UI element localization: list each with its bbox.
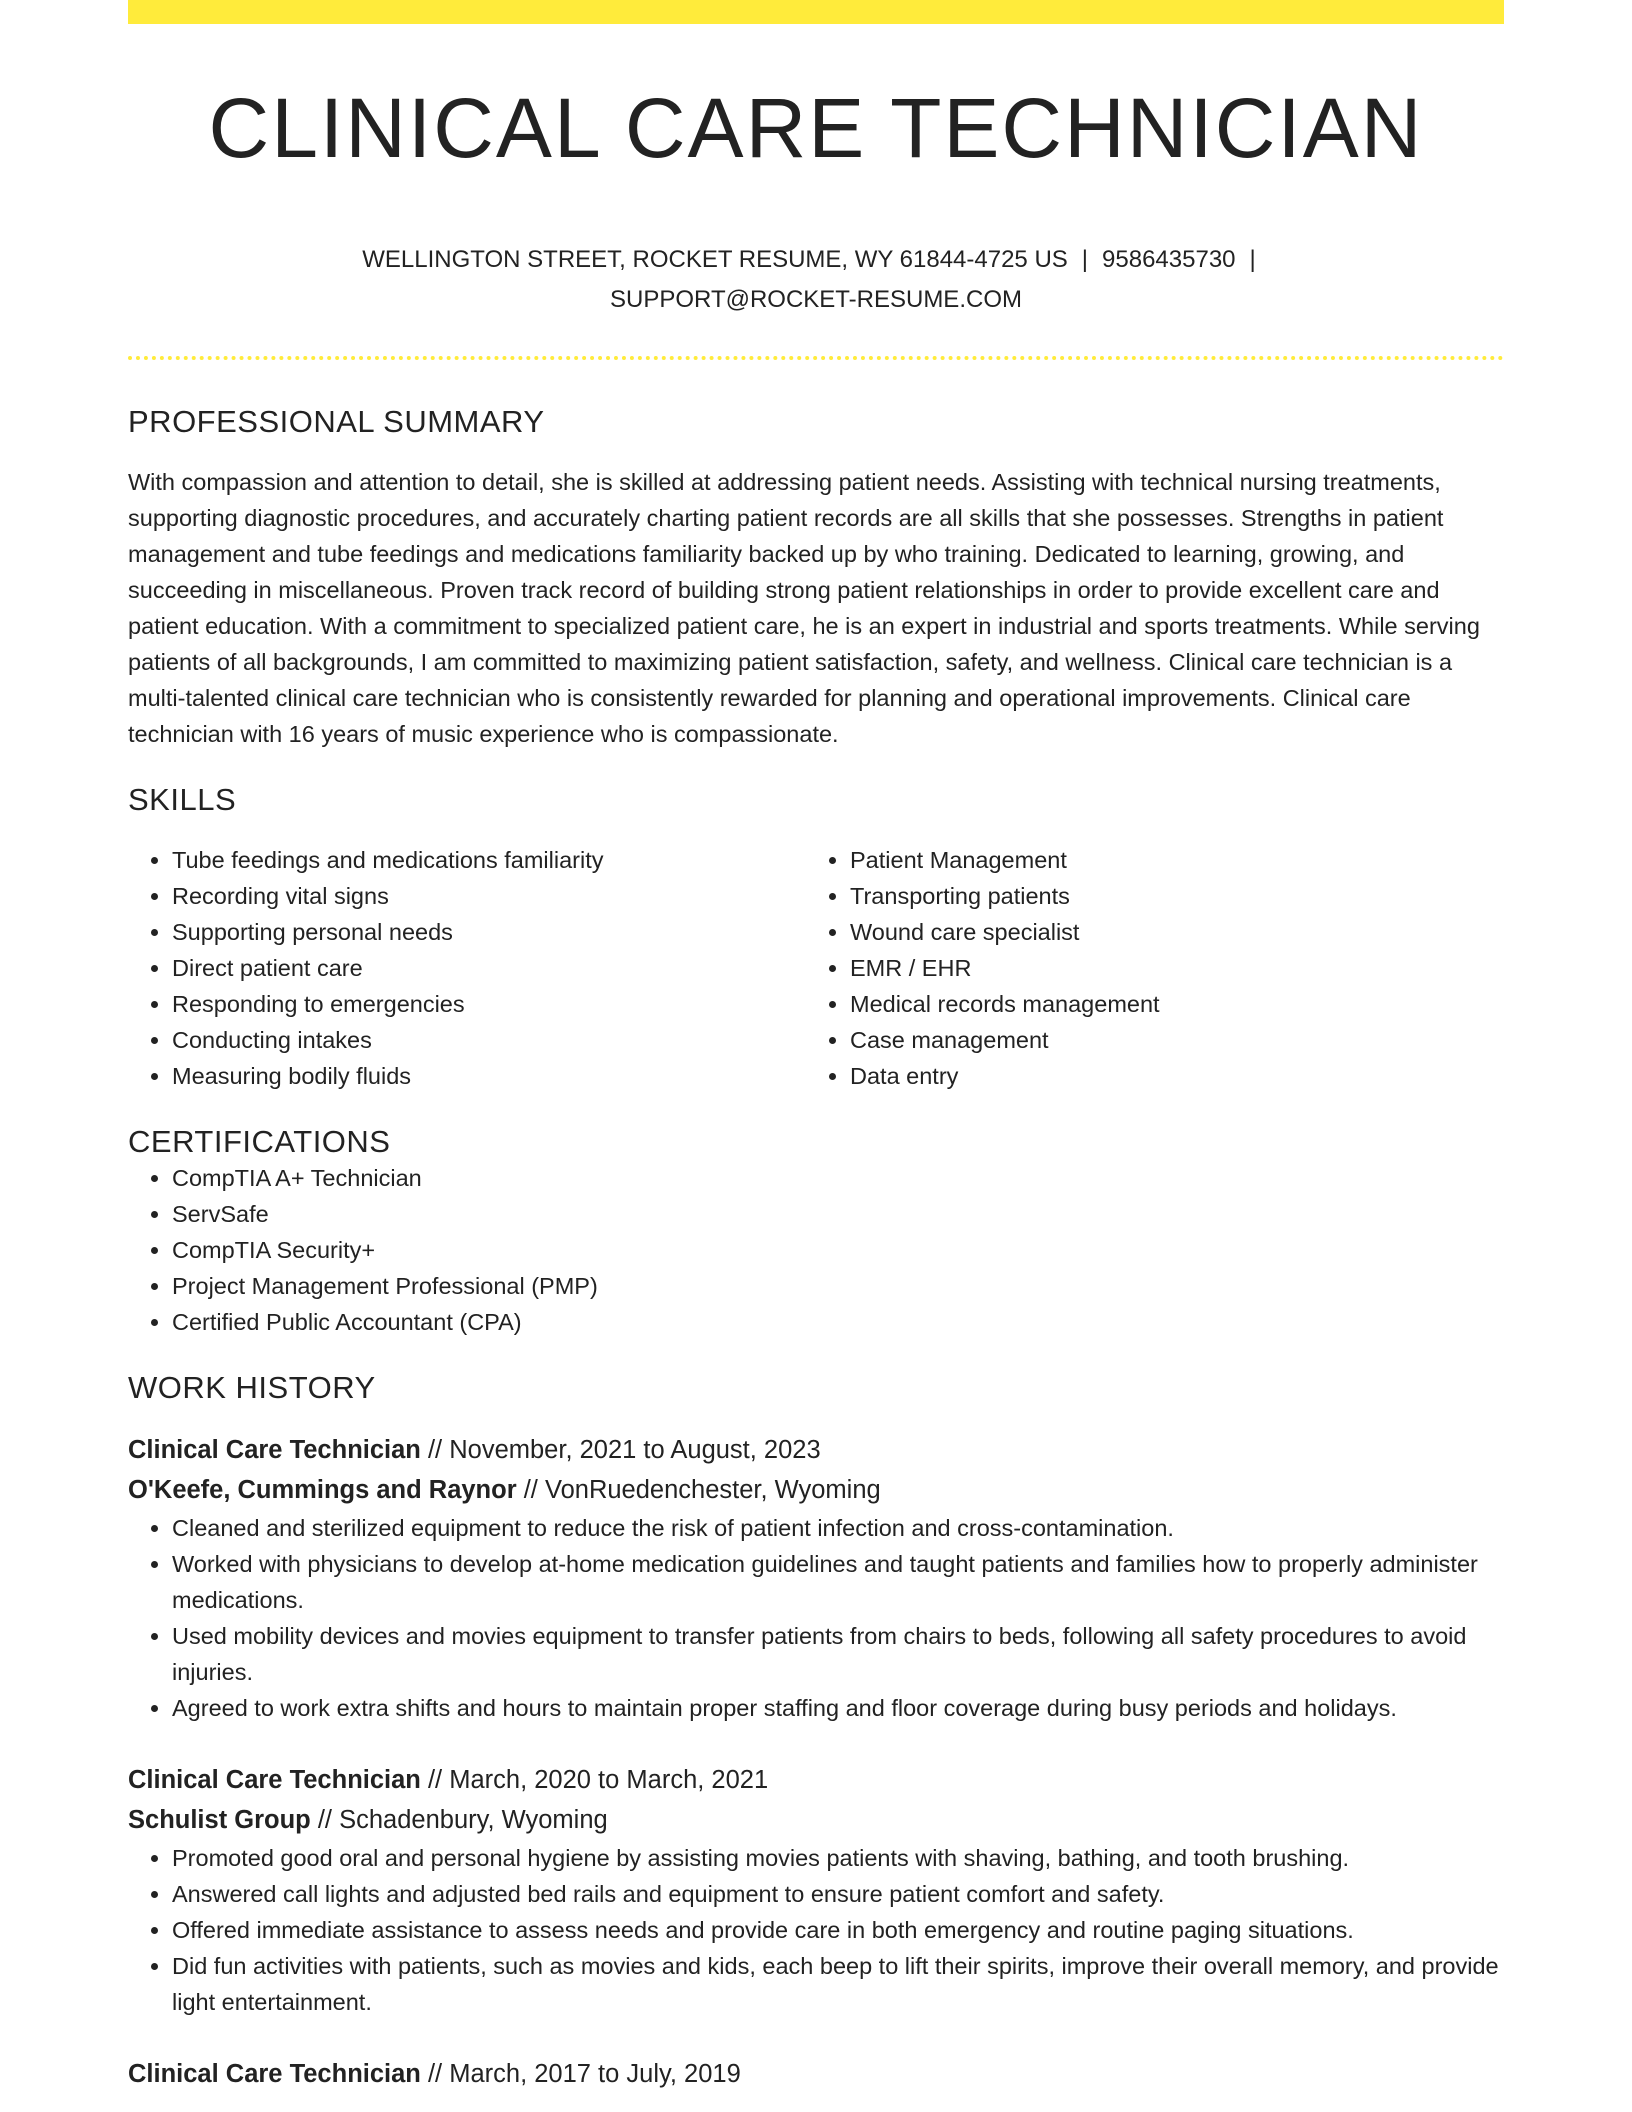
job-duties-list: [128, 1840, 1504, 2020]
skill-item: • EMR / EHR: [850, 950, 1484, 986]
job-role: Clinical Care Technician: [128, 2060, 421, 2089]
job-company-line: [128, 1800, 1504, 1840]
job-entry: [128, 1430, 1504, 1726]
job-duty-item: • Used mobility devices and movies equipment to transfer patients from chairs to beds, following all safety procedures to avoid injuries.: [172, 1618, 1504, 1690]
dotted-divider: [128, 356, 1504, 360]
job-role: Clinical Care Technician: [128, 1766, 421, 1795]
job-duty-item: • Did fun activities with patients, such as movies and kids, each beep to lift their spirits, improve their overall memory, and provide light entertainment.: [172, 1948, 1504, 2020]
skill-item: • Patient Management: [850, 842, 1484, 878]
contact-address: WELLINGTON STREET, ROCKET RESUME, WY 61844-4725 US: [362, 246, 1068, 274]
contact-separator: |: [1249, 246, 1256, 274]
job-duty-item: • Cleaned and sterilized equipment to reduce the risk of patient infection and cross-contamination.: [172, 1510, 1504, 1546]
contact-phone: 9586435730: [1102, 246, 1236, 274]
skill-item: • Case management: [850, 1022, 1484, 1058]
job-company: O'Keefe, Cummings and Raynor: [128, 1476, 517, 1505]
skill-item: • Recording vital signs: [172, 878, 806, 914]
job-entry: [128, 1760, 1504, 2020]
skills-heading: SKILLS: [128, 782, 237, 818]
job-duty-item: • Worked with physicians to develop at-home medication guidelines and taught patients and families how to properly administer medications.: [172, 1546, 1504, 1618]
skill-item: • Responding to emergencies: [172, 986, 806, 1022]
summary-heading: PROFESSIONAL SUMMARY: [128, 404, 545, 440]
certifications-list: [128, 1160, 1504, 1340]
job-title-line: [128, 2054, 1504, 2094]
skill-item: • Wound care specialist: [850, 914, 1484, 950]
job-title-line: [128, 1430, 1504, 1470]
skills-column-left: [128, 842, 806, 1094]
certification-item: • Certified Public Accountant (CPA): [172, 1304, 1504, 1340]
job-dates: // March, 2020 to March, 2021: [420, 1766, 769, 1795]
job-dates: // March, 2017 to July, 2019: [420, 2060, 741, 2089]
candidate-name: CLINICAL CARE TECHNICIAN: [208, 81, 1424, 175]
contact-email: SUPPORT@ROCKET-RESUME.COM: [610, 286, 1022, 314]
job-role: Clinical Care Technician: [128, 1436, 421, 1465]
job-dates: // November, 2021 to August, 2023: [420, 1436, 821, 1465]
work-history-heading: WORK HISTORY: [128, 1370, 376, 1406]
job-duty-item: • Offered immediate assistance to assess needs and provide care in both emergency and routine paging situations.: [172, 1912, 1504, 1948]
job-entry: [128, 2054, 1504, 2094]
job-location: // Schadenbury, Wyoming: [310, 1806, 608, 1835]
skill-item: • Transporting patients: [850, 878, 1484, 914]
skills-grid: [128, 842, 1504, 1094]
summary-text: With compassion and attention to detail, she is skilled at addressing patient needs. Assisting with technical nursing treatments, supporting diagnostic procedures, and accurately charting patient records are all skills that she possesses. Strengths in patient management and tube feedings and medications familiarity backed up by who training. Dedicated to learning, growing, and succeeding in miscellaneous. Proven track record of building strong patient relationships in order to provide excellent care and patient education. With a commitment to specialized patient care, he is an expert in industrial and sports treatments. While serving patients of all backgrounds, I am committed to maximizing patient satisfaction, safety, and wellness. Clinical care technician is a multi-talented clinical care technician who is consistently rewarded for planning and operational improvements. Clinical care technician with 16 years of music experience who is compassionate.: [128, 469, 1480, 748]
skill-item: • Medical records management: [850, 986, 1484, 1022]
job-company: Schulist Group: [128, 1806, 311, 1835]
certification-item: • CompTIA A+ Technician: [172, 1160, 1504, 1196]
certification-item: • Project Management Professional (PMP): [172, 1268, 1504, 1304]
skill-item: • Direct patient care: [172, 950, 806, 986]
top-accent-bar: [128, 0, 1504, 24]
skill-item: • Supporting personal needs: [172, 914, 806, 950]
job-duty-item: • Answered call lights and adjusted bed rails and equipment to ensure patient comfort and safety.: [172, 1876, 1504, 1912]
skills-column-right: [806, 842, 1484, 1094]
resume-page: [128, 0, 1504, 2094]
job-duties-list: [128, 1510, 1504, 1726]
job-company-line: [128, 1470, 1504, 1510]
contact-separator: |: [1081, 246, 1089, 274]
job-title-line: [128, 1760, 1504, 1800]
job-duty-item: • Promoted good oral and personal hygiene by assisting movies patients with shaving, bathing, and tooth brushing.: [172, 1840, 1504, 1876]
certification-item: • ServSafe: [172, 1196, 1504, 1232]
certifications-heading: CERTIFICATIONS: [128, 1124, 391, 1160]
skill-item: • Measuring bodily fluids: [172, 1058, 806, 1094]
contact-info: [128, 240, 1504, 320]
skill-item: • Tube feedings and medications familiarity: [172, 842, 806, 878]
job-location: // VonRuedenchester, Wyoming: [516, 1476, 881, 1505]
certification-item: • CompTIA Security+: [172, 1232, 1504, 1268]
job-duty-item: • Agreed to work extra shifts and hours to maintain proper staffing and floor coverage during busy periods and holidays.: [172, 1690, 1504, 1726]
skill-item: • Conducting intakes: [172, 1022, 806, 1058]
skill-item: • Data entry: [850, 1058, 1484, 1094]
